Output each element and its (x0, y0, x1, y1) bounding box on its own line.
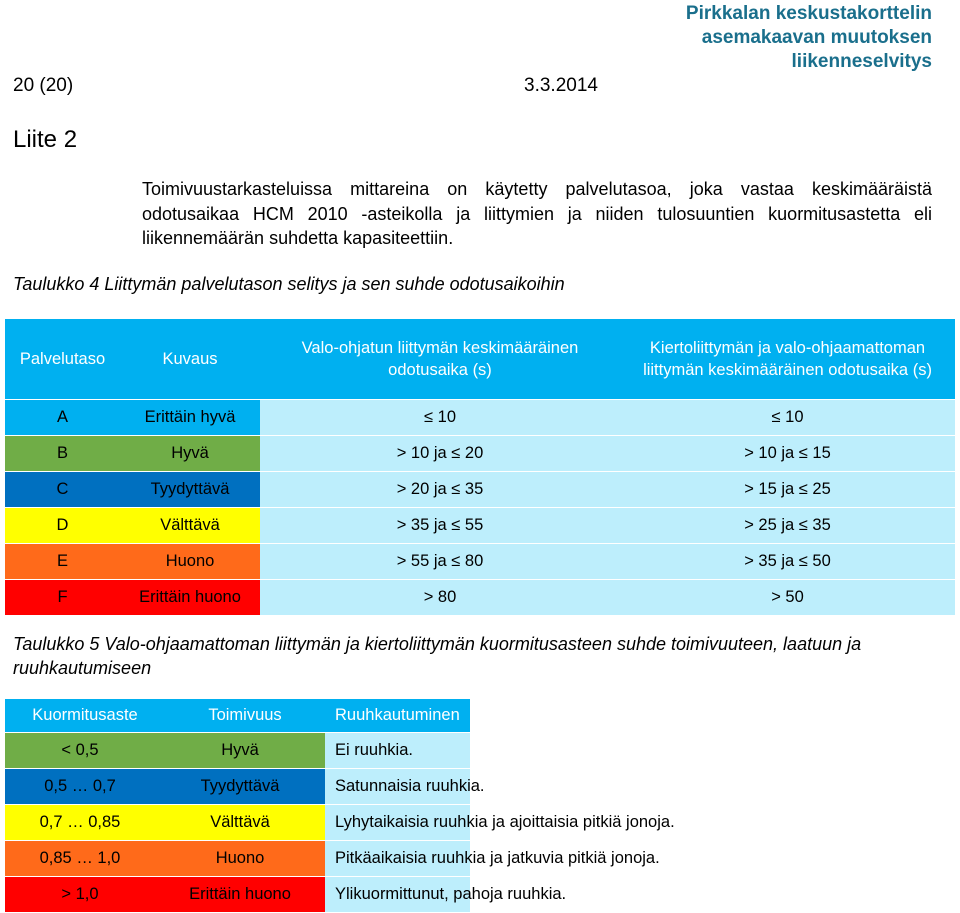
unsignalized-delay-cell: > 10 ja ≤ 15 (620, 436, 955, 472)
table-row (5, 877, 470, 913)
description-cell: Välttävä (120, 508, 260, 544)
unsignalized-delay-cell: ≤ 10 (620, 400, 955, 436)
unsignalized-delay-cell: > 35 ja ≤ 50 (620, 544, 955, 580)
document-title (572, 2, 932, 74)
document-title-line: Pirkkalan keskustakorttelin (685, 3, 932, 24)
unsignalized-delay-cell: > 15 ja ≤ 25 (620, 472, 955, 508)
col-header-unsignalized-delay: Kiertoliittymän ja valo-ohjaamattoman liittymän keskimääräinen odotusaika (s) (620, 319, 955, 400)
degree-cell: 0,7 … 0,85 (5, 805, 155, 841)
table-row (5, 841, 470, 877)
table4-caption: Taulukko 4 Liittymän palvelutason selitys ja sen suhde odotusaikoihin (13, 274, 565, 294)
document-title-line: liikenneselvitys (791, 51, 932, 72)
level-cell: C (5, 472, 120, 508)
quality-cell: Välttävä (155, 805, 325, 841)
col-header-quality: Toimivuus (155, 699, 325, 733)
intro-paragraph: Toimivuustarkasteluissa mittareina on käytetty palvelutasoa, joka vastaa keskimääräistä odotusaikaa HCM 2010 -asteikolla ja liittymien ja niiden tulosuuntien kuormitusastetta eli liikennemäärän suhdetta kapasiteettiin. (142, 179, 932, 248)
table-row (5, 436, 955, 472)
quality-cell: Tyydyttävä (155, 769, 325, 805)
table-header-row (5, 699, 470, 733)
table-row (5, 580, 955, 616)
quality-cell: Erittäin huono (155, 877, 325, 913)
description-cell: Erittäin huono (120, 580, 260, 616)
level-of-service-table (5, 319, 955, 616)
level-cell: D (5, 508, 120, 544)
document-title-line: asemakaavan muutoksen (701, 27, 932, 48)
degree-cell: 0,5 … 0,7 (5, 769, 155, 805)
table-row (5, 400, 955, 436)
table-row (5, 769, 470, 805)
level-cell: B (5, 436, 120, 472)
description-cell: Tyydyttävä (120, 472, 260, 508)
table5-caption: Taulukko 5 Valo-ohjaamattoman liittymän ja kiertoliittymän kuormitusasteen suhde toimivuuteen, laatuun ja ruuhkautumiseen (13, 634, 862, 678)
description-cell: Huono (120, 544, 260, 580)
table-row (5, 472, 955, 508)
signalized-delay-cell: > 20 ja ≤ 35 (260, 472, 620, 508)
appendix-title: Liite 2 (13, 126, 78, 153)
page-number: 20 (20) (13, 75, 74, 96)
document-date: 3.3.2014 (524, 75, 598, 96)
col-header-signalized-delay: Valo-ohjatun liittymän keskimääräinen odotusaika (s) (260, 319, 620, 400)
col-header-description: Kuvaus (120, 319, 260, 400)
level-cell: F (5, 580, 120, 616)
signalized-delay-cell: > 80 (260, 580, 620, 616)
congestion-cell: Ylikuormittunut, pahoja ruuhkia. (325, 877, 470, 913)
quality-cell: Huono (155, 841, 325, 877)
description-cell: Hyvä (120, 436, 260, 472)
col-header-congestion: Ruuhkautuminen (325, 699, 470, 733)
level-cell: E (5, 544, 120, 580)
congestion-cell: Satunnaisia ruuhkia. (325, 769, 470, 805)
table-row (5, 508, 955, 544)
col-header-degree: Kuormitusaste (5, 699, 155, 733)
col-header-level: Palvelutaso (5, 319, 120, 400)
degree-of-saturation-table (5, 699, 675, 913)
level-cell: A (5, 400, 120, 436)
signalized-delay-cell: > 35 ja ≤ 55 (260, 508, 620, 544)
degree-cell: < 0,5 (5, 733, 155, 769)
description-cell: Erittäin hyvä (120, 400, 260, 436)
unsignalized-delay-cell: > 50 (620, 580, 955, 616)
table-row (5, 544, 955, 580)
unsignalized-delay-cell: > 25 ja ≤ 35 (620, 508, 955, 544)
quality-cell: Hyvä (155, 733, 325, 769)
table-header-row (5, 319, 955, 400)
table-row (5, 805, 470, 841)
signalized-delay-cell: ≤ 10 (260, 400, 620, 436)
table-row (5, 733, 470, 769)
signalized-delay-cell: > 10 ja ≤ 20 (260, 436, 620, 472)
signalized-delay-cell: > 55 ja ≤ 80 (260, 544, 620, 580)
degree-cell: > 1,0 (5, 877, 155, 913)
degree-cell: 0,85 … 1,0 (5, 841, 155, 877)
congestion-cell: Lyhytaikaisia ruuhkia ja ajoittaisia pitkiä jonoja. (325, 805, 470, 841)
congestion-cell: Ei ruuhkia. (325, 733, 470, 769)
congestion-cell: Pitkäaikaisia ruuhkia ja jatkuvia pitkiä jonoja. (325, 841, 470, 877)
